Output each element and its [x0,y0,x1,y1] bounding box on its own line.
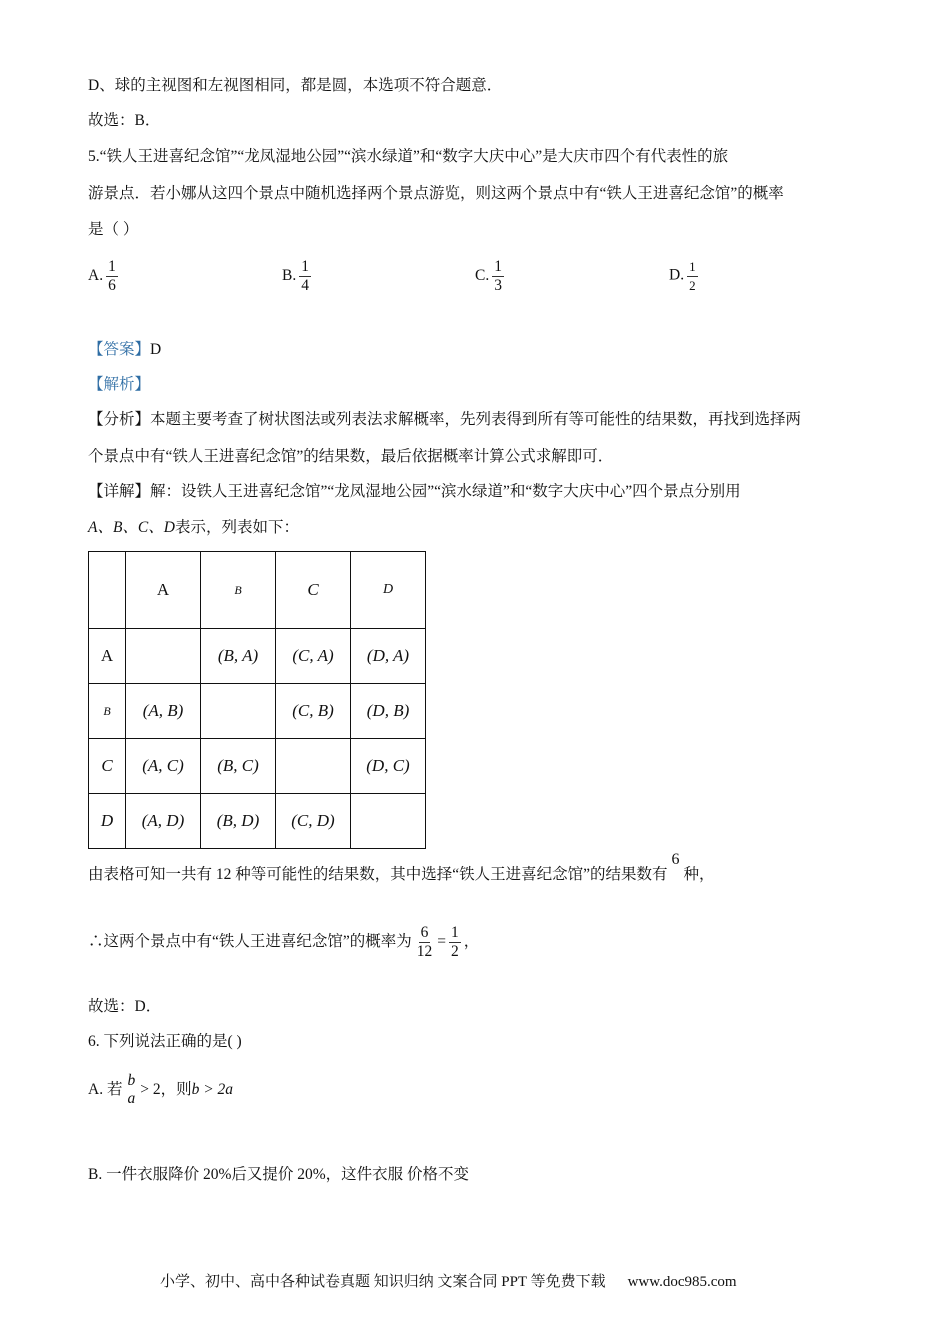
conclusion-text: ， [463,933,480,950]
footer [160,1270,737,1291]
denominator: 3 [494,277,502,294]
fraction [492,258,504,295]
inequality: b > 2a [191,1081,234,1098]
table-cell: (C, D) [276,794,351,849]
table-cell: (A, D) [126,794,201,849]
conclusion-text: 种， [683,866,715,883]
numerator: 6 [420,923,429,941]
text-line: D、球的主视图和左视图相同，都是圆，本选项不符合题意． [88,77,503,94]
table-header-row [89,552,426,629]
numerator: 1 [301,258,309,275]
option-label: A. [88,267,104,285]
option-text: ，则 [160,1081,192,1098]
equals-sign: = [437,933,447,950]
numerator: 1 [494,258,502,275]
table-cell [89,552,126,629]
fraction [299,258,311,295]
fenxi-tag: 【分析】 [88,411,151,428]
table-cell: (B, D) [201,794,276,849]
xiangjie-tag: 【详解】 [88,483,151,500]
table-row [89,739,426,794]
table-cell [351,794,426,849]
fraction [449,924,461,961]
xiangjie-text: 解：设铁人王进喜纪念馆”“龙凤湿地公园”“滨水绿道”和“数字大庆中心”四个景点分别用 [150,483,741,500]
question-6-option-b: B. 一件衣服降价 20%后又提价 20%，这件衣服 价格不变 [88,1166,470,1183]
table-cell: (C, A) [276,629,351,684]
denominator: 6 [108,277,116,294]
footer-text: 小学、初中、高中各种试卷真题 知识归纳 文案合同 PPT 等免费下载 [160,1274,606,1290]
table-cell [126,629,201,684]
table-cell: (B, C) [201,739,276,794]
text-line: 故选：B． [88,112,161,129]
fraction [415,924,435,961]
denominator: 2 [451,942,459,960]
xiangjie-line [88,482,741,502]
table-cell: A [126,552,201,629]
fenxi-line: 个景点中有“铁人王进喜纪念馆”的结果数，最后依据概率计算公式求解即可． [88,448,614,465]
outcome-table [88,551,426,849]
question-6-stem: 6. 下列说法正确的是( ) [88,1033,242,1050]
table-row [89,684,426,739]
option-b [282,258,314,295]
table-cell: (C, B) [276,684,351,739]
denominator: 4 [301,277,309,294]
answer-value: D [150,341,162,358]
conclusion-text: ∴这两个景点中有“铁人王进喜纪念馆”的概率为 [88,933,412,950]
table-row [89,794,426,849]
question-6-option-a [88,1070,233,1110]
variables: A、B、C、D [88,519,175,536]
table-cell: D [89,794,126,849]
numerator: 1 [108,258,116,275]
table-cell: B [89,684,126,739]
table-cell: A [89,629,126,684]
question-5-line: 5.“铁人王进喜纪念馆”“龙凤湿地公园”“滨水绿道”和“数字大庆中心”是大庆市四个有代表性的旅 [88,148,729,165]
table-cell: (A, B) [126,684,201,739]
denominator: 12 [416,942,433,960]
fraction [687,258,698,295]
table-cell: (B, A) [201,629,276,684]
option-d [669,258,701,295]
table-cell: (D, A) [351,629,426,684]
table-cell [201,684,276,739]
xiangjie-line [88,518,299,538]
footer-link[interactable]: www.doc985.com [627,1274,737,1290]
numerator: 1 [687,258,698,277]
conclusion-text: 由表格可知一共有 12 种等可能性的结果数，其中选择“铁人王进喜纪念馆”的结果数有 [88,866,668,883]
table-cell: (A, C) [126,739,201,794]
numerator: b [127,1072,136,1090]
question-5-line: 游景点．若小娜从这四个景点中随机选择两个景点游览，则这两个景点中有“铁人王进喜纪念馆”的概率 [88,185,784,202]
table-row [89,629,426,684]
conclusion-line [88,922,479,962]
question-5-line: 是（ ） [88,221,139,238]
fraction [125,1072,137,1108]
fenxi-text: 本题主要考查了树状图法或列表法求解概率，先列表得到所有等可能性的结果数，再找到选择两 [150,411,802,428]
denominator: a [127,1090,136,1108]
fraction [106,258,118,295]
table-cell: C [276,552,351,629]
table-cell: C [89,739,126,794]
conclusion-line [88,851,715,885]
table-cell: (D, B) [351,684,426,739]
xiangjie-text: 表示，列表如下： [174,519,299,536]
numerator: 1 [451,923,459,941]
table-cell: (D, C) [351,739,426,794]
option-label: B. [282,267,297,285]
answer-tag: 【答案】 [88,341,151,358]
option-label: D. [669,266,685,284]
option-a [88,258,121,295]
denominator: 2 [689,278,696,293]
table-cell [276,739,351,794]
option-c [475,258,507,295]
option-label: A. 若 [88,1081,123,1098]
option-label: C. [475,267,490,285]
table-cell: D [351,552,426,629]
fenxi-line [88,410,801,430]
count-value: 6 [671,851,680,868]
inequality: > 2 [140,1081,161,1098]
analysis-tag: 【解析】 [88,376,151,393]
answer-line [88,340,161,360]
table-cell: B [201,552,276,629]
final-answer: 故选：D． [88,998,162,1015]
